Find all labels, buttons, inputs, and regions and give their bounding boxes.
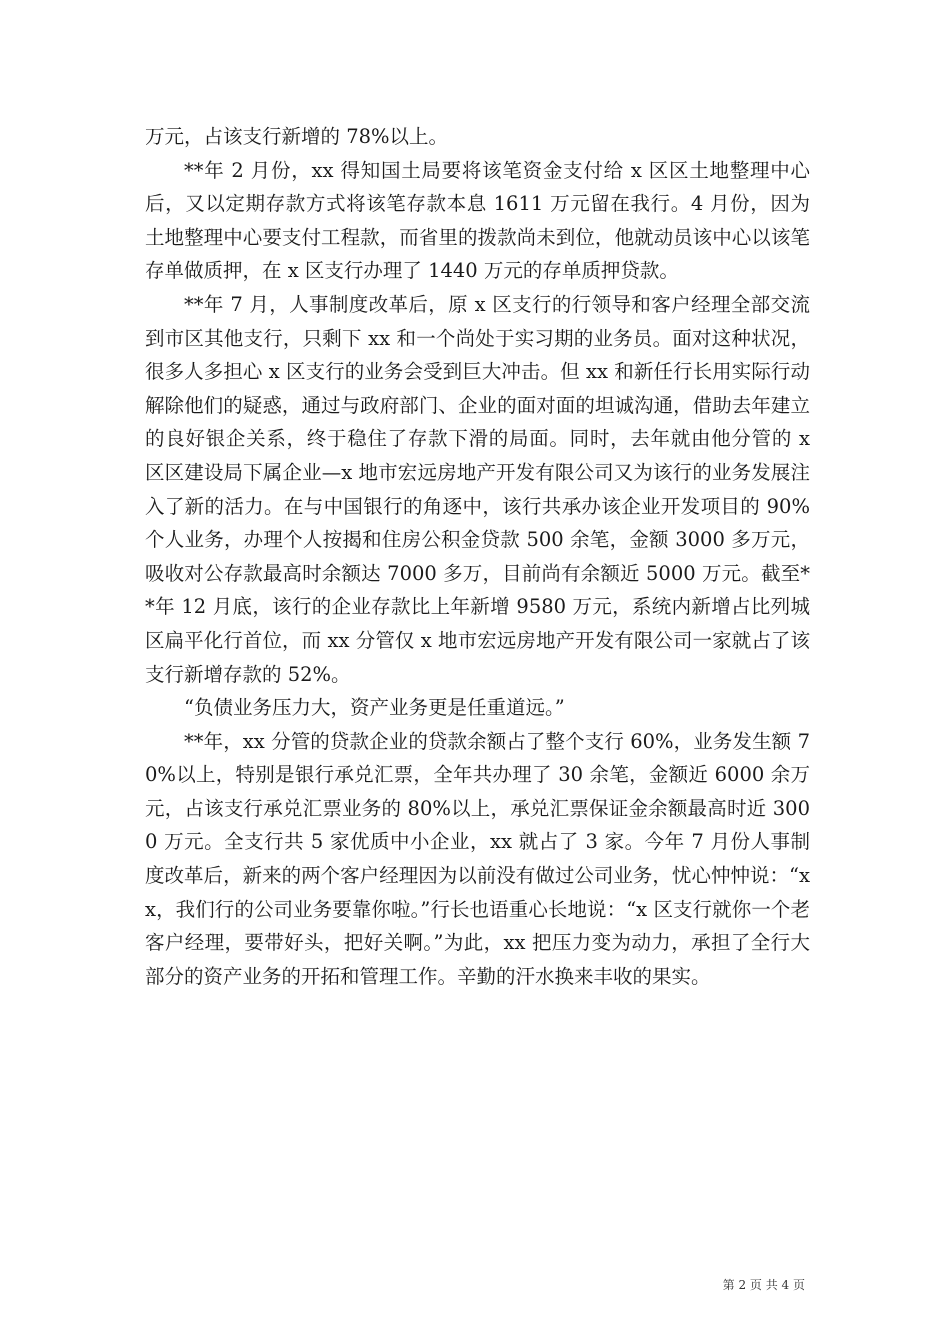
paragraph-3: **年 7 月，人事制度改革后，原 x 区支行的行领导和客户经理全部交流到市区其他支行，只剩下 xx 和一个尚处于实习期的业务员。面对这种状况，很多人多担心 x 区支行的业务会受到巨大冲击。但 xx 和新任行长用实际行动解除他们的疑惑，通过与政府部门、企业的面对面的坦诚沟通，借助去年建立的良好银企关系，终于稳住了存款下滑的局面。同时，去年就由他分管的 x 区区建设局下属企业—x 地市宏远房地产开发有限公司又为该行的业务发展注入了新的活力。在与中国银行的角逐中，该行共承办该企业开发项目的 90%个人业务，办理个人按揭和住房公积金贷款 500 余笔，金额 3000 多万元，吸收对公存款最高时余额达 7000 多万，目前尚有余额近 5000 万元。截至**年 12 月底，该行的企业存款比上年新增 9580 万元，系统内新增占比列城区扁平化行首位，而 xx 分管仅 x 地市宏远房地产开发有限公司一家就占了该支行新增存款的 52%。 <box>145 292 810 686</box>
page-number: 第 2 页 共 4 页 <box>722 1278 805 1292</box>
paragraph-2: **年 2 月份，xx 得知国土局要将该笔资金支付给 x 区区土地整理中心后，又以定期存款方式将该笔存款本息 1611 万元留在我行。4 月份，因为土地整理中心要支付工程款，而省里的拨款尚未到位，他就动员该中心以该笔存单做质押，在 x 区支行办理了 1440 万元的存单质押贷款。 <box>145 158 810 283</box>
paragraph-1: 万元，占该支行新增的 78%以上。 <box>145 125 449 148</box>
body-text <box>145 120 810 993</box>
paragraph-5: **年，xx 分管的贷款企业的贷款余额占了整个支行 60%，业务发生额 70%以上，特别是银行承兑汇票，全年共办理了 30 余笔，金额近 6000 余万元，占该支行承兑汇票业务的 80%以上，承兑汇票保证金余额最高时近 3000 万元。全支行共 5 家优质中小企业，xx 就占了 3 家。今年 7 月份人事制度改革后，新来的两个客户经理因为以前没有做过公司业务，忧心忡忡说：“xx，我们行的公司业务要靠你啦。”行长也语重心长地说：“x 区支行就你一个老客户经理，要带好头，把好关啊。”为此，xx 把压力变为动力，承担了全行大部分的资产业务的开拓和管理工作。辛勤的汗水换来丰收的果实。 <box>145 729 810 988</box>
paragraph-4-quote: “负债业务压力大，资产业务更是任重道远。” <box>184 696 565 720</box>
